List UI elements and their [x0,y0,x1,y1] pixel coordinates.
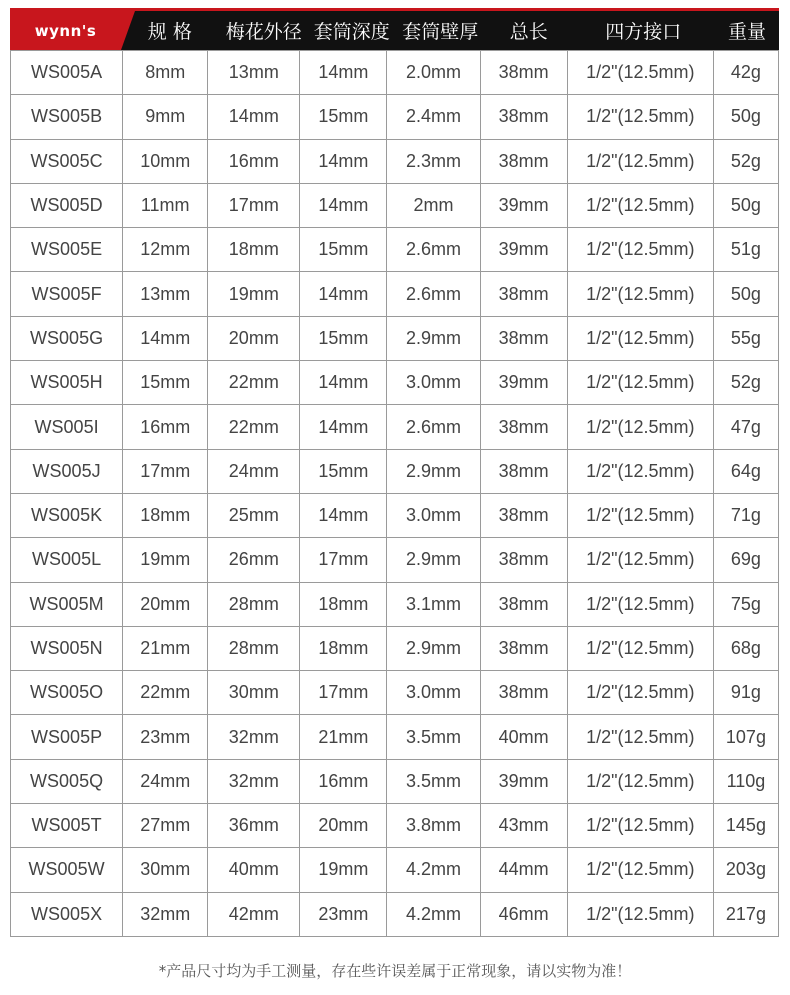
table-row [11,95,779,139]
depth-cell: 21mm [300,715,387,759]
length-cell: 38mm [480,671,567,715]
model-cell: WS005M [11,582,123,626]
size-cell: 30mm [123,848,208,892]
depth-cell: 14mm [300,183,387,227]
model-cell: WS005K [11,493,123,537]
table-row [11,671,779,715]
size-cell: 8mm [123,51,208,95]
spec-table [10,50,779,937]
wall-thickness-cell: 2.0mm [387,51,480,95]
outer-diameter-cell: 32mm [208,759,300,803]
wall-thickness-cell: 4.2mm [387,892,480,936]
weight-cell: 217g [713,892,778,936]
table-row [11,804,779,848]
weight-cell: 55g [713,316,778,360]
outer-diameter-cell: 40mm [208,848,300,892]
wall-thickness-cell: 2.6mm [387,272,480,316]
header-weight: 重量 [728,21,767,43]
size-cell: 15mm [123,361,208,405]
model-cell: WS005A [11,51,123,95]
depth-cell: 18mm [300,582,387,626]
wall-thickness-cell: 3.1mm [387,582,480,626]
size-cell: 19mm [123,538,208,582]
weight-cell: 75g [713,582,778,626]
header-outer-diameter: 梅花外径 [225,21,302,43]
weight-cell: 47g [713,405,778,449]
model-cell: WS005Q [11,759,123,803]
outer-diameter-cell: 30mm [208,671,300,715]
table-row [11,538,779,582]
model-cell: WS005I [11,405,123,449]
table-header [10,8,779,50]
table-row [11,139,779,183]
weight-cell: 51g [713,228,778,272]
outer-diameter-cell: 13mm [208,51,300,95]
model-cell: WS005F [11,272,123,316]
length-cell: 38mm [480,95,567,139]
size-cell: 24mm [123,759,208,803]
wall-thickness-cell: 2.9mm [387,538,480,582]
wall-thickness-cell: 4.2mm [387,848,480,892]
square-drive-cell: 1/2"(12.5mm) [567,626,713,670]
square-drive-cell: 1/2"(12.5mm) [567,759,713,803]
wall-thickness-cell: 3.8mm [387,804,480,848]
length-cell: 38mm [480,51,567,95]
size-cell: 27mm [123,804,208,848]
weight-cell: 71g [713,493,778,537]
weight-cell: 50g [713,95,778,139]
spec-sheet [10,8,779,937]
model-cell: WS005H [11,361,123,405]
weight-cell: 110g [713,759,778,803]
model-cell: WS005P [11,715,123,759]
outer-diameter-cell: 22mm [208,361,300,405]
table-row [11,272,779,316]
depth-cell: 23mm [300,892,387,936]
model-cell: WS005X [11,892,123,936]
weight-cell: 64g [713,449,778,493]
table-row [11,759,779,803]
size-cell: 18mm [123,493,208,537]
length-cell: 38mm [480,272,567,316]
table-row [11,183,779,227]
length-cell: 39mm [480,759,567,803]
weight-cell: 203g [713,848,778,892]
table-row [11,316,779,360]
table-row [11,493,779,537]
wall-thickness-cell: 2.9mm [387,449,480,493]
length-cell: 38mm [480,449,567,493]
table-row [11,626,779,670]
length-cell: 38mm [480,316,567,360]
square-drive-cell: 1/2"(12.5mm) [567,671,713,715]
size-cell: 20mm [123,582,208,626]
model-cell: WS005T [11,804,123,848]
wall-thickness-cell: 2.6mm [387,228,480,272]
depth-cell: 15mm [300,95,387,139]
length-cell: 39mm [480,183,567,227]
wall-thickness-cell: 2.9mm [387,316,480,360]
depth-cell: 14mm [300,51,387,95]
table-row [11,361,779,405]
model-cell: WS005D [11,183,123,227]
wall-thickness-cell: 3.0mm [387,361,480,405]
depth-cell: 15mm [300,449,387,493]
square-drive-cell: 1/2"(12.5mm) [567,361,713,405]
model-cell: WS005G [11,316,123,360]
depth-cell: 18mm [300,626,387,670]
outer-diameter-cell: 24mm [208,449,300,493]
square-drive-cell: 1/2"(12.5mm) [567,228,713,272]
square-drive-cell: 1/2"(12.5mm) [567,538,713,582]
footnote: *产品尺寸均为手工测量，存在些许误差属于正常现象，请以实物为准！ [158,962,632,980]
length-cell: 46mm [480,892,567,936]
model-cell: WS005J [11,449,123,493]
size-cell: 13mm [123,272,208,316]
depth-cell: 20mm [300,804,387,848]
outer-diameter-cell: 18mm [208,228,300,272]
outer-diameter-cell: 42mm [208,892,300,936]
outer-diameter-cell: 36mm [208,804,300,848]
weight-cell: 50g [713,183,778,227]
depth-cell: 14mm [300,405,387,449]
table-row [11,582,779,626]
size-cell: 22mm [123,671,208,715]
square-drive-cell: 1/2"(12.5mm) [567,316,713,360]
size-cell: 16mm [123,405,208,449]
depth-cell: 14mm [300,493,387,537]
model-cell: WS005C [11,139,123,183]
length-cell: 39mm [480,228,567,272]
wall-thickness-cell: 2.9mm [387,626,480,670]
header-wall-thickness: 套筒壁厚 [402,21,479,43]
square-drive-cell: 1/2"(12.5mm) [567,449,713,493]
weight-cell: 52g [713,361,778,405]
square-drive-cell: 1/2"(12.5mm) [567,139,713,183]
model-cell: WS005B [11,95,123,139]
length-cell: 43mm [480,804,567,848]
length-cell: 38mm [480,493,567,537]
square-drive-cell: 1/2"(12.5mm) [567,892,713,936]
depth-cell: 14mm [300,272,387,316]
size-cell: 12mm [123,228,208,272]
outer-diameter-cell: 28mm [208,626,300,670]
weight-cell: 91g [713,671,778,715]
square-drive-cell: 1/2"(12.5mm) [567,95,713,139]
weight-cell: 107g [713,715,778,759]
depth-cell: 17mm [300,538,387,582]
length-cell: 38mm [480,405,567,449]
depth-cell: 14mm [300,139,387,183]
header-total-length: 总长 [509,21,548,43]
depth-cell: 15mm [300,316,387,360]
wall-thickness-cell: 2.6mm [387,405,480,449]
model-cell: WS005E [11,228,123,272]
header-square-drive: 四方接口 [605,21,682,43]
outer-diameter-cell: 19mm [208,272,300,316]
square-drive-cell: 1/2"(12.5mm) [567,51,713,95]
outer-diameter-cell: 20mm [208,316,300,360]
size-cell: 10mm [123,139,208,183]
wall-thickness-cell: 3.0mm [387,493,480,537]
size-cell: 32mm [123,892,208,936]
header-spec: 规 格 [147,21,192,43]
header-socket-depth: 套筒深度 [313,21,390,43]
model-cell: WS005W [11,848,123,892]
weight-cell: 42g [713,51,778,95]
model-cell: WS005L [11,538,123,582]
outer-diameter-cell: 22mm [208,405,300,449]
wall-thickness-cell: 2mm [387,183,480,227]
outer-diameter-cell: 28mm [208,582,300,626]
length-cell: 39mm [480,361,567,405]
square-drive-cell: 1/2"(12.5mm) [567,582,713,626]
square-drive-cell: 1/2"(12.5mm) [567,272,713,316]
depth-cell: 17mm [300,671,387,715]
wall-thickness-cell: 3.5mm [387,715,480,759]
weight-cell: 52g [713,139,778,183]
square-drive-cell: 1/2"(12.5mm) [567,183,713,227]
size-cell: 23mm [123,715,208,759]
table-row [11,848,779,892]
weight-cell: 69g [713,538,778,582]
outer-diameter-cell: 16mm [208,139,300,183]
table-row [11,405,779,449]
wall-thickness-cell: 2.4mm [387,95,480,139]
outer-diameter-cell: 14mm [208,95,300,139]
table-row [11,51,779,95]
depth-cell: 15mm [300,228,387,272]
square-drive-cell: 1/2"(12.5mm) [567,715,713,759]
length-cell: 38mm [480,582,567,626]
length-cell: 38mm [480,139,567,183]
square-drive-cell: 1/2"(12.5mm) [567,804,713,848]
length-cell: 38mm [480,626,567,670]
model-cell: WS005N [11,626,123,670]
table-body [11,51,779,937]
depth-cell: 16mm [300,759,387,803]
wall-thickness-cell: 2.3mm [387,139,480,183]
outer-diameter-cell: 32mm [208,715,300,759]
size-cell: 21mm [123,626,208,670]
weight-cell: 145g [713,804,778,848]
length-cell: 44mm [480,848,567,892]
table-row [11,892,779,936]
weight-cell: 68g [713,626,778,670]
brand-logo [10,11,121,50]
wall-thickness-cell: 3.0mm [387,671,480,715]
outer-diameter-cell: 25mm [208,493,300,537]
model-cell: WS005O [11,671,123,715]
square-drive-cell: 1/2"(12.5mm) [567,493,713,537]
outer-diameter-cell: 26mm [208,538,300,582]
brand-logo-text: wynn's [34,21,97,40]
size-cell: 11mm [123,183,208,227]
table-row [11,715,779,759]
weight-cell: 50g [713,272,778,316]
size-cell: 17mm [123,449,208,493]
table-row [11,449,779,493]
table-row [11,228,779,272]
square-drive-cell: 1/2"(12.5mm) [567,848,713,892]
depth-cell: 19mm [300,848,387,892]
depth-cell: 14mm [300,361,387,405]
square-drive-cell: 1/2"(12.5mm) [567,405,713,449]
size-cell: 9mm [123,95,208,139]
length-cell: 40mm [480,715,567,759]
wall-thickness-cell: 3.5mm [387,759,480,803]
outer-diameter-cell: 17mm [208,183,300,227]
size-cell: 14mm [123,316,208,360]
length-cell: 38mm [480,538,567,582]
